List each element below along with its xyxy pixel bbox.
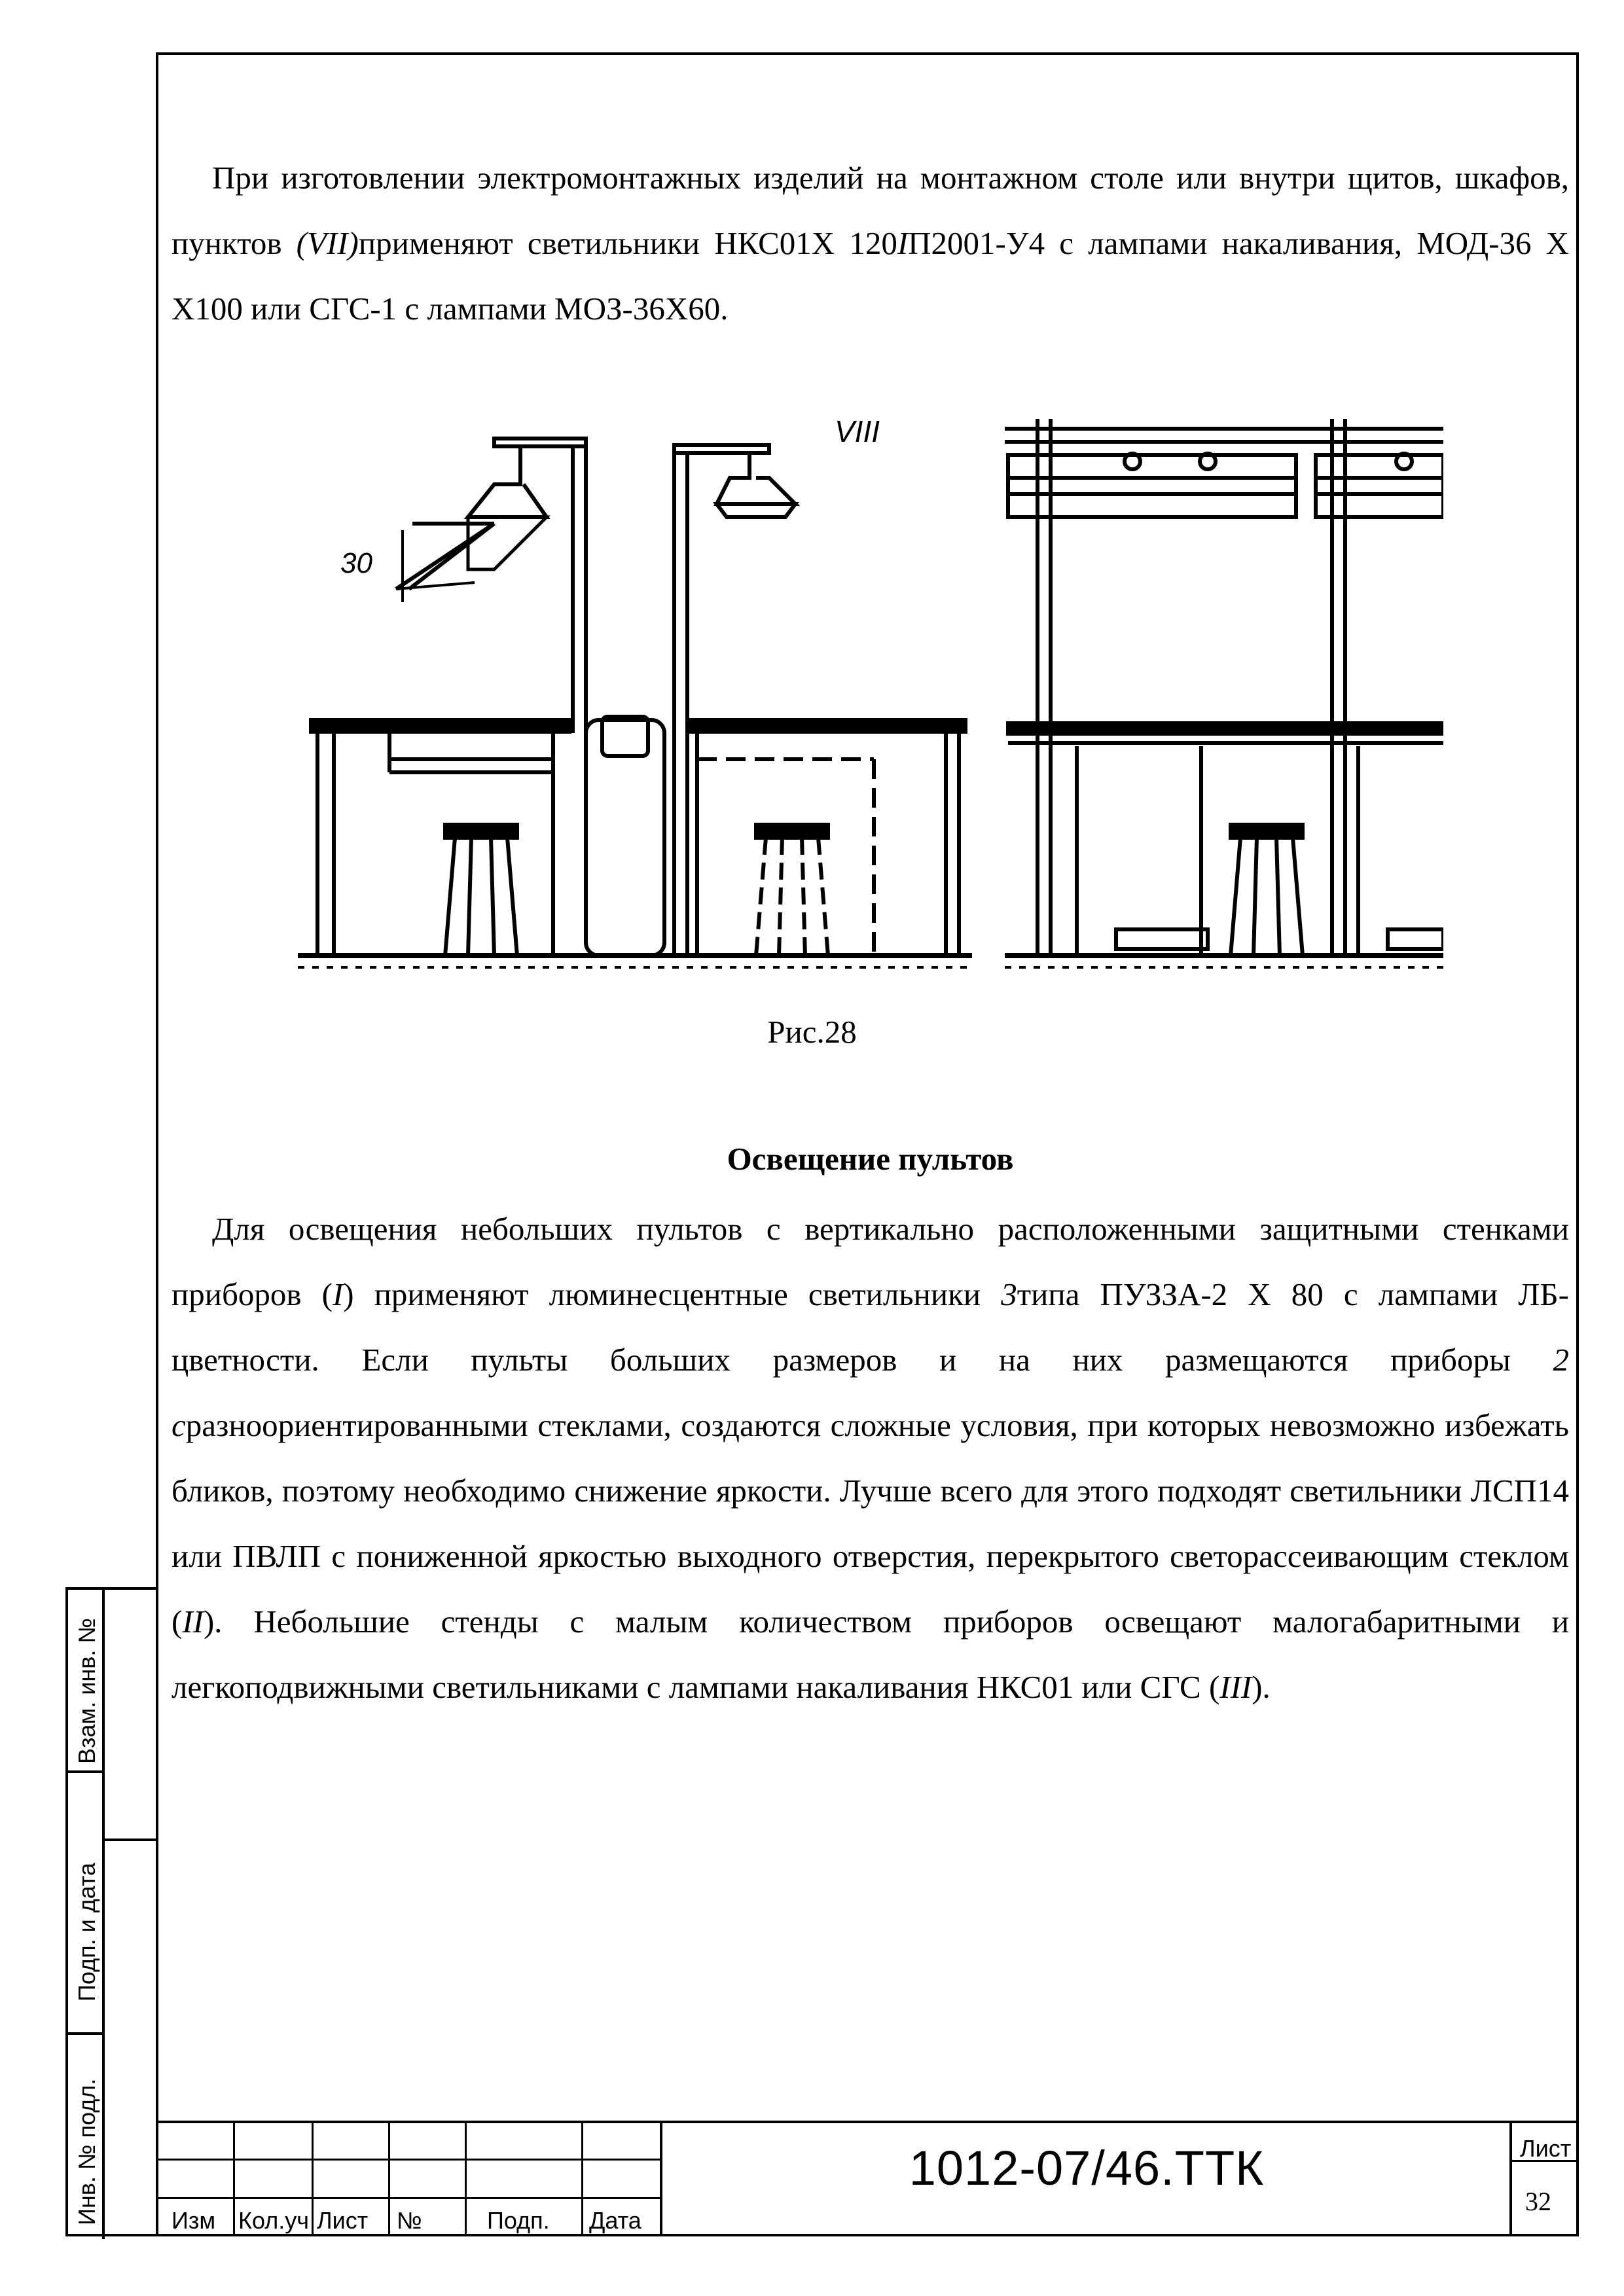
body-italic-a: I — [332, 1276, 344, 1312]
angle-label: 30 — [340, 547, 372, 579]
figure-caption: Рис.28 — [767, 1014, 857, 1050]
body-italic-b: 3 — [1001, 1276, 1017, 1312]
sheet-number: 32 — [1525, 2187, 1551, 2216]
section-heading: Освещение пультов — [727, 1141, 1014, 1177]
side-label-podp: Подп. и дата — [73, 1862, 100, 2001]
side-label-vzam: Взам. инв. № — [73, 1617, 100, 1764]
body-text-a: Для освещения небольших пультов с вертикально расположенными защитными стенками приборов ( — [171, 1211, 1569, 1312]
tb-data: Дата — [589, 2207, 641, 2234]
workbench-lighting-figure — [298, 406, 1443, 988]
body-text-e: ). Небольшие стенды с малым количеством приборов освещают малогабаритными и легкоподвижными светильниками с лампами накаливания НКС01 или СГС ( — [171, 1604, 1569, 1705]
tb-list: Лист — [317, 2207, 369, 2234]
intro-italic-1: (VII) — [296, 225, 359, 261]
body-text-c: типа ПУЗЗА-2 Х 80 с лампами ЛБ-цветности. Если пульты больших размеров и на них размещаются приборы — [171, 1276, 1569, 1378]
side-label-inv: Инв. № подл. — [73, 2078, 100, 2225]
tb-podp: Подп. — [487, 2207, 550, 2234]
intro-text-3: П2001-У4 с лампами накаливания, МОД-36 Х Х100 или СГС-1 с лампами МОЗ-36Х60. — [171, 225, 1569, 327]
tb-kol: Кол.уч — [238, 2207, 309, 2234]
side-divider — [102, 1839, 156, 1841]
intro-italic-2: I — [897, 225, 909, 261]
intro-text-2: применяют светильники НКС01Х 120 — [358, 225, 897, 261]
body-italic-c: 2 с — [171, 1342, 1569, 1443]
body-text-b: ) применяют люминесцентные светильники — [343, 1276, 1001, 1312]
intro-text-1: При изготовлении электромонтажных изделий на монтажном столе или внутри щитов, шкафов, пунктов — [171, 160, 1569, 261]
body-text-d: разноориентированными стеклами, создаются сложные условия, при которых невозможно избежать бликов, поэтому необходимо снижение яркости. Лучше всего для этого подходят светильники ЛСП14 или ПВЛП с пониженной яркостью выходного отверстия, перекрытого светорассеивающим стеклом ( — [171, 1407, 1569, 1640]
roman-label: VIII — [835, 414, 880, 448]
intro-paragraph — [171, 145, 1569, 342]
document-number: 1012-07/46.ТТК — [909, 2141, 1265, 2195]
body-text-f: ). — [1252, 1669, 1271, 1705]
body-italic-e: III — [1219, 1669, 1252, 1705]
sheet-label: Лист — [1520, 2135, 1572, 2162]
tb-no: № — [397, 2207, 422, 2234]
body-italic-d: II — [182, 1604, 204, 1640]
tb-izm: Изм — [171, 2207, 216, 2234]
body-paragraph — [171, 1196, 1569, 1720]
